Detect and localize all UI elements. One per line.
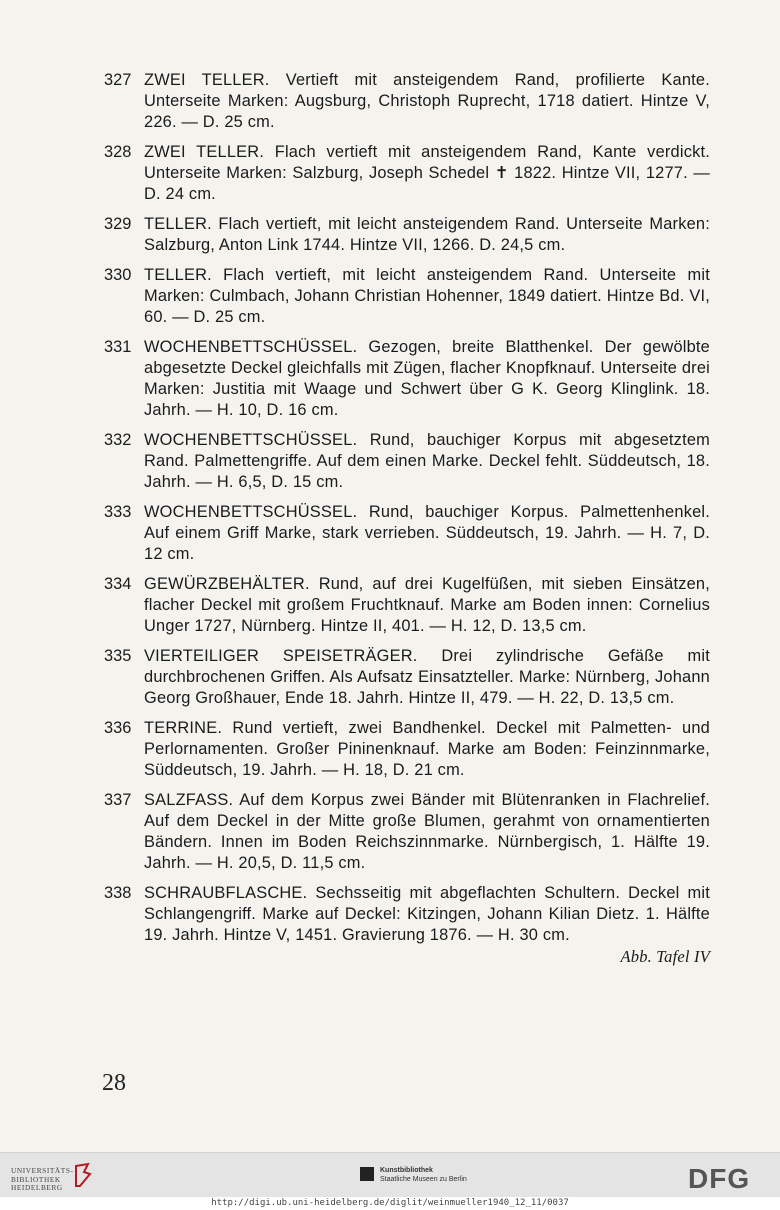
entry-text: SALZFASS. Auf dem Korpus zwei Bänder mit Blütenranken in Flachrelief. Auf dem Deckel in der Mitte große Blumen, gerahmt von ornamentierten Bändern. Innen im Boden Reichszinnmarke. Nürnbergisch, 1. Hälfte 19. Jahrh. — H. 20,5, D. 11,5 cm.: [144, 791, 710, 872]
figure-reference: Abb. Tafel IV: [620, 947, 710, 966]
entry-text: WOCHENBETTSCHÜSSEL. Rund, bauchiger Korpus mit abgesetztem Rand. Palmettengriffe. Auf dem einen Marke. Deckel fehlt. Süddeutsch, 18. Jahrh. — H. 6,5, D. 15 cm.: [144, 431, 710, 491]
catalog-entry: [104, 718, 710, 781]
entry-list: [104, 70, 710, 967]
university-line: UNIVERSITÄTS-: [11, 1166, 74, 1175]
entry-text: TERRINE. Rund vertieft, zwei Bandhenkel. Deckel mit Palmetten- und Perlornamenten. Großer Pininenknauf. Marke am Boden: Feinzinnmarke, Süddeutsch, 19. Jahrh. — H. 18, D. 21 cm.: [144, 719, 710, 779]
entry-number: 335: [104, 647, 132, 665]
catalog-entry: [104, 142, 710, 205]
entry-number: 329: [104, 215, 132, 233]
entry-number: 338: [104, 884, 132, 902]
viewer-footer: [0, 1152, 780, 1197]
entry-text: TELLER. Flach vertieft, mit leicht ansteigendem Rand. Unterseite Marken: Salzburg, Anton Link 1744. Hintze VII, 1266. D. 24,5 cm.: [144, 215, 710, 254]
catalog-entry: [104, 574, 710, 637]
catalog-entry: [104, 790, 710, 874]
kb-title: Kunstbibliothek: [380, 1167, 433, 1174]
kunstbibliothek-name: [380, 1166, 467, 1184]
catalog-entry: [104, 214, 710, 256]
catalog-entry: [104, 646, 710, 709]
university-logo-icon: [72, 1162, 94, 1188]
entry-text: VIERTEILIGER SPEISETRÄGER. Drei zylindrische Gefäße mit durchbrochenen Griffen. Als Aufsatz Einsatzteller. Marke: Nürnberg, Johann Georg Großhauer, Ende 18. Jahrh. Hintze II, 479. — H. 22, D. 13,5 cm.: [144, 647, 710, 707]
catalog-entry: [104, 430, 710, 493]
entry-text: TELLER. Flach vertieft, mit leicht ansteigendem Rand. Unterseite mit Marken: Culmbach, Johann Christian Hohenner, 1849 datiert. Hintze Bd. VI, 60. — D. 25 cm.: [144, 266, 710, 326]
entry-text: GEWÜRZBEHÄLTER. Rund, auf drei Kugelfüßen, mit sieben Einsätzen, flacher Deckel mit großem Fruchtknauf. Marke am Boden innen: Cornelius Unger 1727, Nürnberg. Hintze II, 401. — H. 12, D. 13,5 cm.: [144, 575, 710, 635]
entry-number: 333: [104, 503, 132, 521]
entry-number: 337: [104, 791, 132, 809]
dfg-logo: DFG: [688, 1163, 751, 1194]
page-number: 28: [102, 1070, 126, 1096]
entry-text-body: SCHRAUBFLASCHE. Sechsseitig mit abgeflachten Schultern. Deckel mit Schlangengriff. Marke auf Deckel: Kitzingen, Johann Kilian Dietz. 1. Hälfte 19. Jahrh. Hintze V, 1451. Gravierung 1876. — H. 30 cm.: [144, 884, 710, 944]
entry-number: 328: [104, 143, 132, 161]
entry-text: ZWEI TELLER. Flach vertieft mit ansteigendem Rand, Kante verdickt. Unterseite Marken: Salzburg, Joseph Schedel ✝ 1822. Hintze VII, 1277. — D. 24 cm.: [144, 143, 710, 203]
entry-number: 327: [104, 71, 132, 89]
entry-text: WOCHENBETTSCHÜSSEL. Rund, bauchiger Korpus. Palmettenhenkel. Auf einem Griff Marke, stark verrieben. Süddeutsch, 19. Jahrh. — H. 7, D. 12 cm.: [144, 503, 710, 563]
catalog-entry: [104, 265, 710, 328]
university-library-name: [11, 1167, 74, 1193]
university-line: HEIDELBERG: [11, 1183, 63, 1192]
permalink-url[interactable]: http://digi.ub.uni-heidelberg.de/diglit/weinmueller1940_12_11/0037: [211, 1198, 569, 1208]
catalog-entry: [104, 337, 710, 421]
entry-number: 332: [104, 431, 132, 449]
university-line: BIBLIOTHEK: [11, 1174, 61, 1184]
catalog-entry: [104, 883, 710, 967]
entry-number: 336: [104, 719, 132, 737]
kunstbibliothek-logo-icon: [360, 1167, 374, 1181]
entry-text: [144, 883, 710, 967]
entry-number: 334: [104, 575, 132, 593]
entry-text: WOCHENBETTSCHÜSSEL. Gezogen, breite Blatthenkel. Der gewölbte abgesetzte Deckel gleichfalls mit Zügen, flacher Knopfknauf. Unterseite drei Marken: Justitia mit Waage und Schwert über G K. Georg Klinglink. 18. Jahrh. — H. 10, D. 16 cm.: [144, 338, 710, 419]
entry-number: 330: [104, 266, 132, 284]
catalog-entry: [104, 70, 710, 133]
kb-subtitle: Staatliche Museen zu Berlin: [380, 1176, 467, 1183]
catalog-entry: [104, 502, 710, 565]
entry-text: ZWEI TELLER. Vertieft mit ansteigendem Rand, profilierte Kante. Unterseite Marken: Augsburg, Christoph Ruprecht, 1718 datiert. Hintze V, 226. — D. 25 cm.: [144, 71, 710, 131]
entry-number: 331: [104, 338, 132, 356]
